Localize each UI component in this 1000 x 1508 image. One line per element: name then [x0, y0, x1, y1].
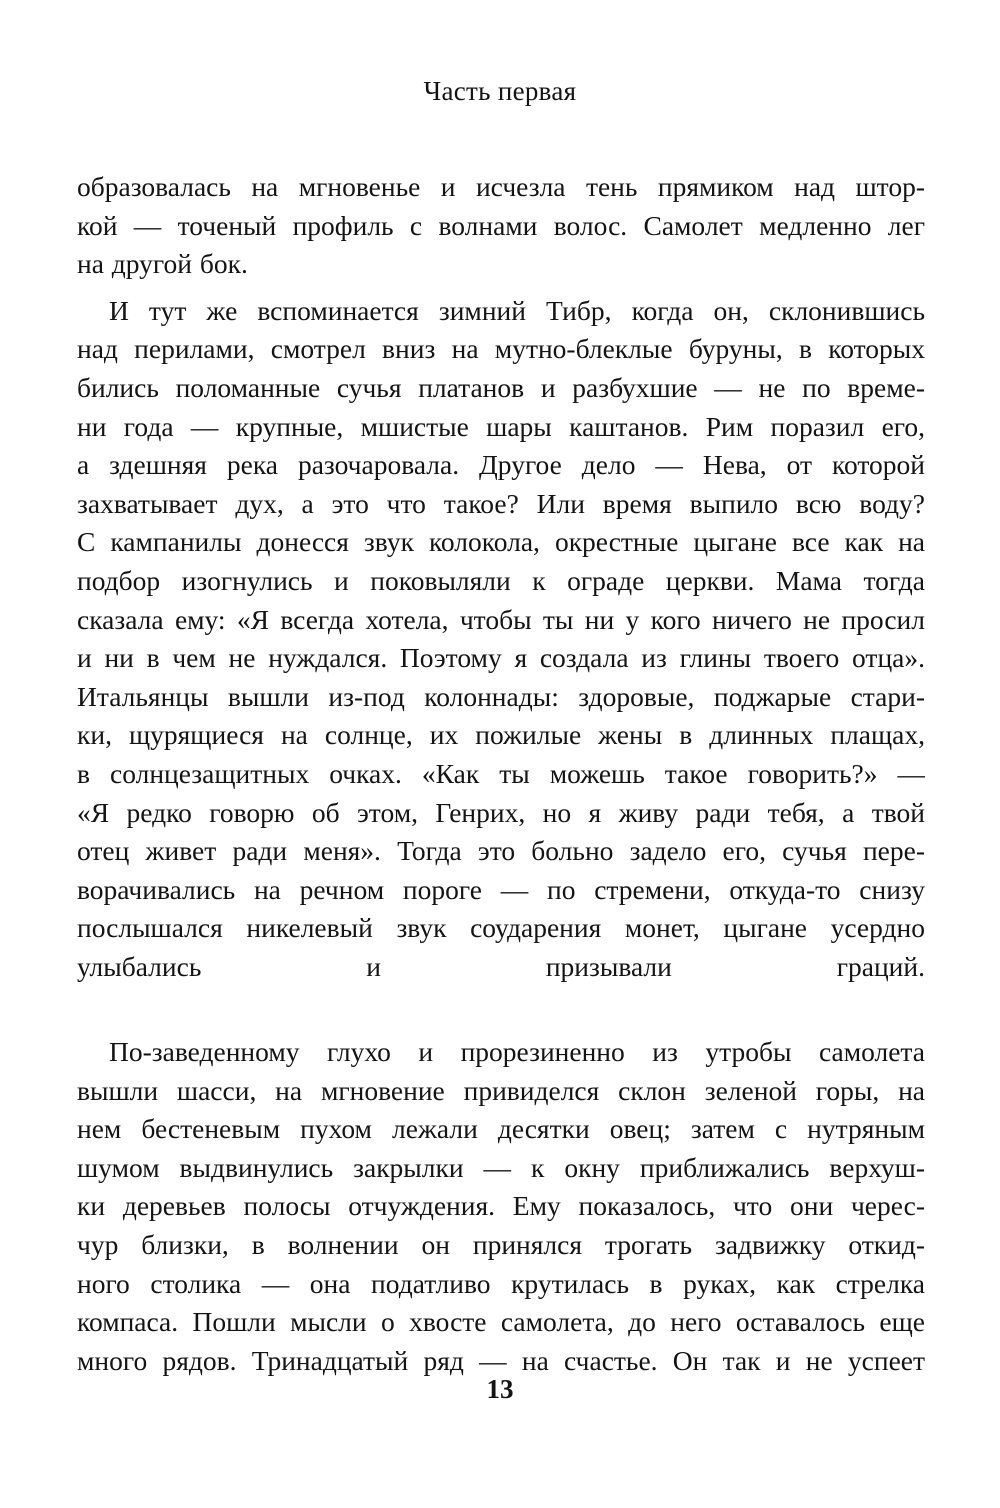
text-line: послышался никелевый звук соударения монет, цыгане усердно: [77, 912, 925, 944]
text-line: улыбались и призывали граций.: [77, 950, 925, 982]
text-line: Итальянцы вышли из-под колоннады: здоровые, поджарые стари-: [77, 680, 925, 712]
paragraph: [77, 292, 925, 1025]
text-line: компаса. Пошли мысли о хвосте самолета, до него оставалось еще: [77, 1306, 925, 1338]
text-line: бились поломанные сучья платанов и разбухшие — не по време-: [77, 371, 925, 403]
text-line: захватывает дух, а это что такое? Или время выпило всю воду?: [77, 487, 925, 519]
text-line: «Я редко говорю об этом, Генрих, но я живу ради тебя, а твой: [77, 796, 925, 828]
text-line: нем бестеневым пухом лежали десятки овец; затем с нутряным: [77, 1113, 925, 1145]
text-line: отец живет ради меня». Тогда это больно задело его, сучья пере-: [77, 835, 925, 867]
text-line: сказала ему: «Я всегда хотела, чтобы ты ни у кого ничего не просил: [77, 603, 925, 635]
text-line: в солнцезащитных очках. «Как ты можешь такое говорить?» —: [77, 757, 925, 789]
text-line: С кампанилы донесся звук колокола, окрестные цыгане все как на: [77, 526, 925, 558]
text-line: над перилами, смотрел вниз на мутно-блеклые буруны, в которых: [77, 333, 925, 365]
text-line: шумом выдвинулись закрылки — к окну приближались верхуш-: [77, 1151, 925, 1183]
text-line: чур близки, в волнении он принялся трогать задвижку откид-: [77, 1229, 925, 1261]
text-line: ворачивались на речном пороге — по стремени, откуда-то снизу: [77, 873, 925, 905]
page-number: 13: [486, 1374, 514, 1404]
text-line: подбор изогнулись и поковыляли к ограде церкви. Мама тогда: [77, 564, 925, 596]
text-line: много рядов. Тринадцатый ряд — на счастье. Он так и не успеет: [77, 1344, 925, 1376]
text-line: [77, 986, 925, 1025]
running-head: Часть первая: [423, 76, 577, 106]
text-line: вышли шасси, на мгновение привиделся склон зеленой горы, на: [77, 1074, 925, 1106]
text-line: а здешняя река разочаровала. Другое дело — Нева, от которой: [77, 449, 925, 481]
text-line: ного столика — она податливо крутилась в руках, как стрелка: [77, 1267, 925, 1299]
text-line: ни года — крупные, мшистые шары каштанов. Рим поразил его,: [77, 410, 925, 442]
text-line: ки, щурящиеся на солнце, их пожилые жены в длинных плащах,: [77, 719, 925, 751]
text-line: кой — точеный профиль с волнами волос. Самолет медленно лег: [77, 209, 925, 241]
text-line: образовалась на мгновенье и исчезла тень прямиком над штор-: [77, 171, 925, 202]
body-text: [77, 168, 925, 1380]
text-line: По-заведенному глухо и прорезиненно из утробы самолета: [109, 1036, 925, 1068]
paragraph: [77, 168, 925, 284]
paragraph: [77, 1033, 925, 1380]
text-line: ки деревьев полосы отчуждения. Ему показалось, что они черес-: [77, 1190, 925, 1222]
text-line: И тут же вспоминается зимний Тибр, когда он, склонившись: [109, 294, 925, 326]
text-line: и ни в чем не нуждался. Поэтому я создала из глины твоего отца».: [77, 642, 925, 674]
text-line: на другой бок.: [77, 248, 248, 280]
